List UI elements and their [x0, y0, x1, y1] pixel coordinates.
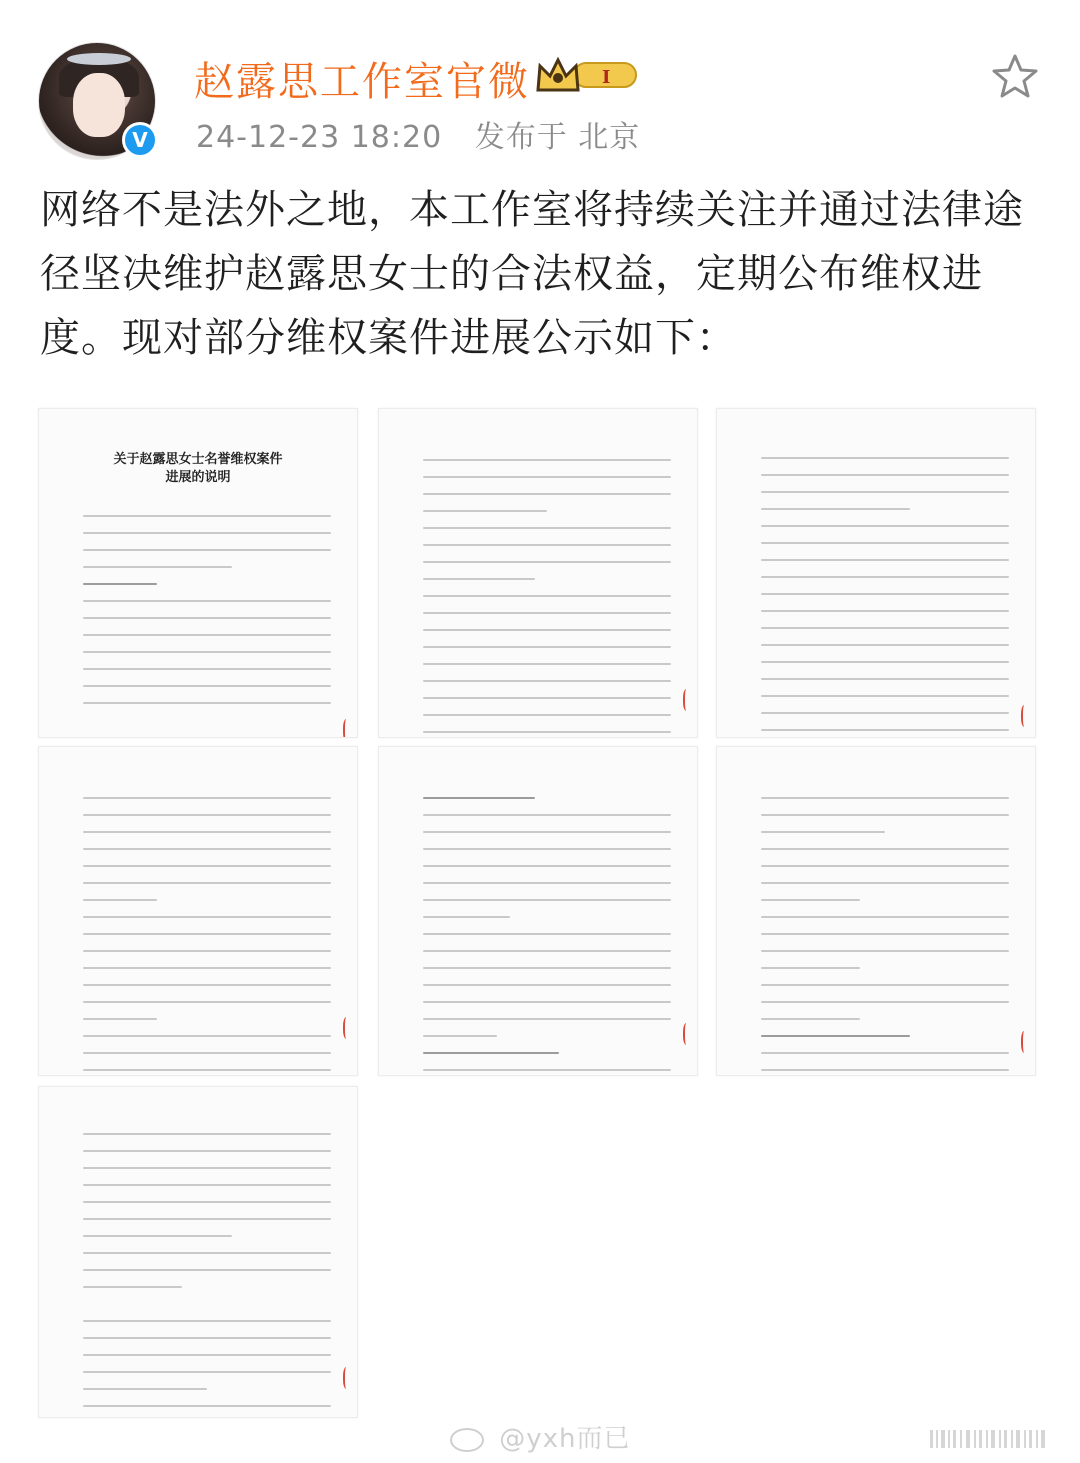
document-page-5[interactable]	[378, 746, 698, 1076]
document-page-4[interactable]	[38, 746, 358, 1076]
watermark-text: @yxh而已	[499, 1424, 631, 1454]
star-outline-icon[interactable]	[990, 52, 1040, 102]
crown-level-badge-icon[interactable]	[534, 54, 642, 96]
badge-level-text: I	[602, 67, 611, 88]
author-name[interactable]: 赵露思工作室官微	[194, 59, 530, 105]
post-header	[0, 0, 1080, 170]
watermark-barcode-icon	[930, 1428, 1050, 1450]
document-page-1[interactable]	[38, 408, 358, 738]
weibo-logo-icon	[450, 1428, 484, 1452]
post-body-text: 网络不是法外之地，本工作室将持续关注并通过法律途径坚决维护赵露思女士的合法权益，定期公布维权进度。现对部分维权案件进展公示如下：	[40, 187, 1024, 361]
weibo-watermark	[450, 1418, 631, 1455]
document-title: 关于赵露思女士名誉维权案件进展的说明	[113, 452, 283, 485]
document-page-3[interactable]	[716, 408, 1036, 738]
post-timestamp: 24-12-23 18:20	[196, 120, 443, 155]
document-page-7[interactable]	[38, 1086, 358, 1418]
avatar[interactable]	[38, 42, 156, 160]
post-location: 发布于 北京	[474, 120, 641, 155]
verified-check-icon: V	[122, 122, 158, 158]
document-page-2[interactable]	[378, 408, 698, 738]
post-meta	[196, 112, 662, 156]
document-page-6[interactable]	[716, 746, 1036, 1076]
